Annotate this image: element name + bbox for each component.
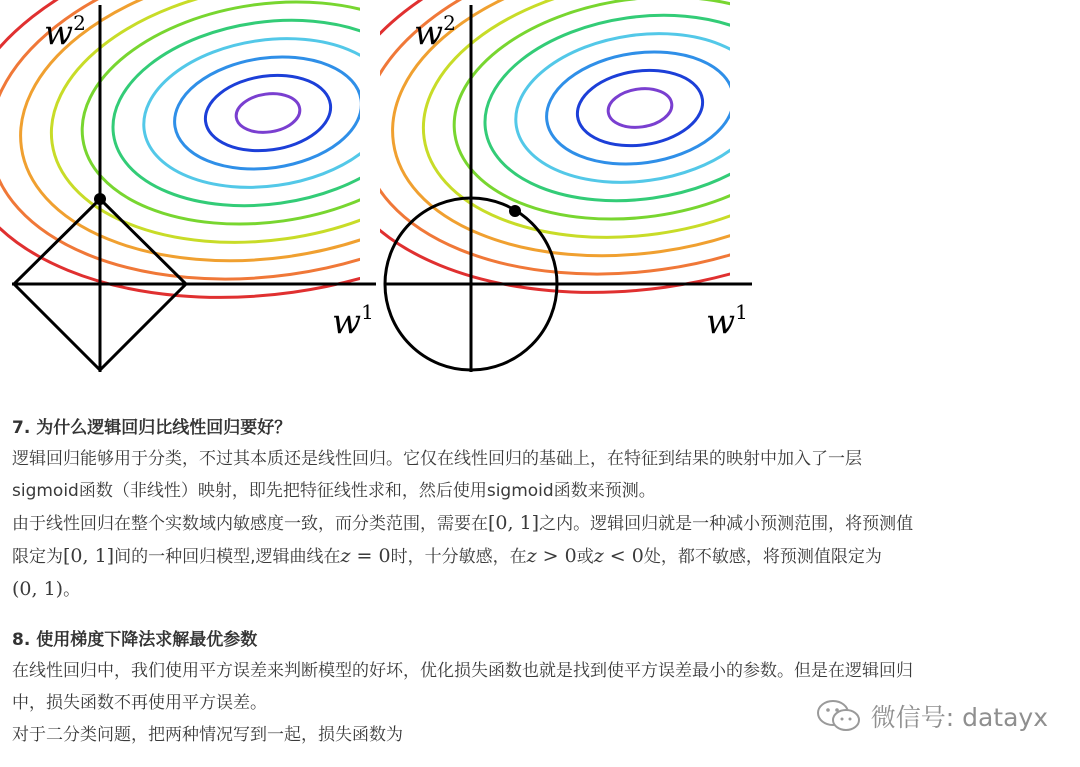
section-7-line-2: sigmoid函数（非线性）映射，即先把特征线性求和，然后使用sigmoid函数来预测。 — [12, 481, 656, 501]
section-7 — [12, 416, 1072, 606]
left-contour-ring — [0, 0, 568, 313]
left-contour-ring — [101, 1, 435, 225]
inequality-math: > 0 — [536, 545, 577, 567]
watermark-text: 微信号: datayx — [870, 703, 1048, 732]
right-contour-ring — [440, 0, 841, 242]
section-7-line-4 — [12, 540, 1072, 573]
right-tangent-point — [509, 205, 521, 217]
right-contour-ring — [307, 0, 973, 331]
text-span: 时，十分敏感，在 — [390, 547, 527, 567]
z-variable: z — [593, 545, 604, 567]
left-contour-ring — [167, 45, 368, 180]
equation-math: = 0 — [350, 545, 391, 567]
text-span: 或 — [576, 547, 594, 567]
section-8-line-2: 中，损失函数不再使用平方误差。 — [12, 693, 267, 713]
inequality-math: < 0 — [603, 545, 644, 567]
left-contour-ring — [234, 90, 303, 137]
left-panel — [0, 0, 601, 372]
right-contour-ring — [572, 63, 707, 154]
section-8-heading: 8. 使用梯度下降法求解最优参数 — [12, 630, 258, 650]
section-7-line-5 — [12, 573, 1072, 606]
interval-math: [0, 1] — [488, 512, 540, 534]
section-7-line-1: 逻辑回归能够用于分类，不过其本质还是线性回归。它仅在线性回归的基础上，在特征到结果的映射中加入了一层 — [12, 449, 862, 469]
interval-math: [0, 1] — [63, 545, 115, 567]
section-8-line-1: 在线性回归中，我们使用平方误差来判断模型的好坏，优化损失函数也就是找到使平方误差最小的参数。但是在逻辑回归 — [12, 661, 913, 681]
left-tangent-point — [94, 193, 106, 205]
text-span: 。 — [63, 580, 81, 600]
z-variable: z — [526, 545, 537, 567]
right-w1-label: $w^1$ — [706, 300, 748, 342]
section-7-line-3 — [12, 507, 1072, 540]
text-span: 间的一种回归模型,逻辑曲线在 — [114, 547, 341, 567]
right-contour-ring — [406, 0, 873, 264]
text-span: 处，都不敏感，将预测值限定为 — [643, 547, 882, 567]
watermark — [815, 697, 1048, 735]
text-span: 之内。逻辑回归就是一种减小预测范围，将预测值 — [539, 514, 914, 534]
text-span: 限定为 — [12, 547, 63, 567]
wechat-icon — [815, 697, 863, 735]
left-w1-label: $w^1$ — [332, 300, 374, 342]
left-contour-ring — [200, 68, 335, 159]
left-w2-label: $w^2$ — [44, 11, 86, 53]
right-panel — [307, 0, 973, 372]
section-8-line-3: 对于二分类问题，把两种情况写到一起，损失函数为 — [12, 725, 403, 745]
right-contour-ring — [606, 85, 675, 132]
z-variable: z — [340, 545, 351, 567]
text-span: 由于线性回归在整个实数域内敏感度一致，而分类范围，需要在 — [12, 514, 488, 534]
right-w2-label: $w^2$ — [414, 11, 456, 53]
right-contours — [307, 0, 973, 331]
right-contour-ring — [539, 40, 740, 175]
interval-math: (0, 1) — [12, 578, 64, 600]
right-contour-ring — [373, 0, 907, 286]
section-7-heading: 7. 为什么逻辑回归比线性回归要好？ — [12, 418, 292, 438]
